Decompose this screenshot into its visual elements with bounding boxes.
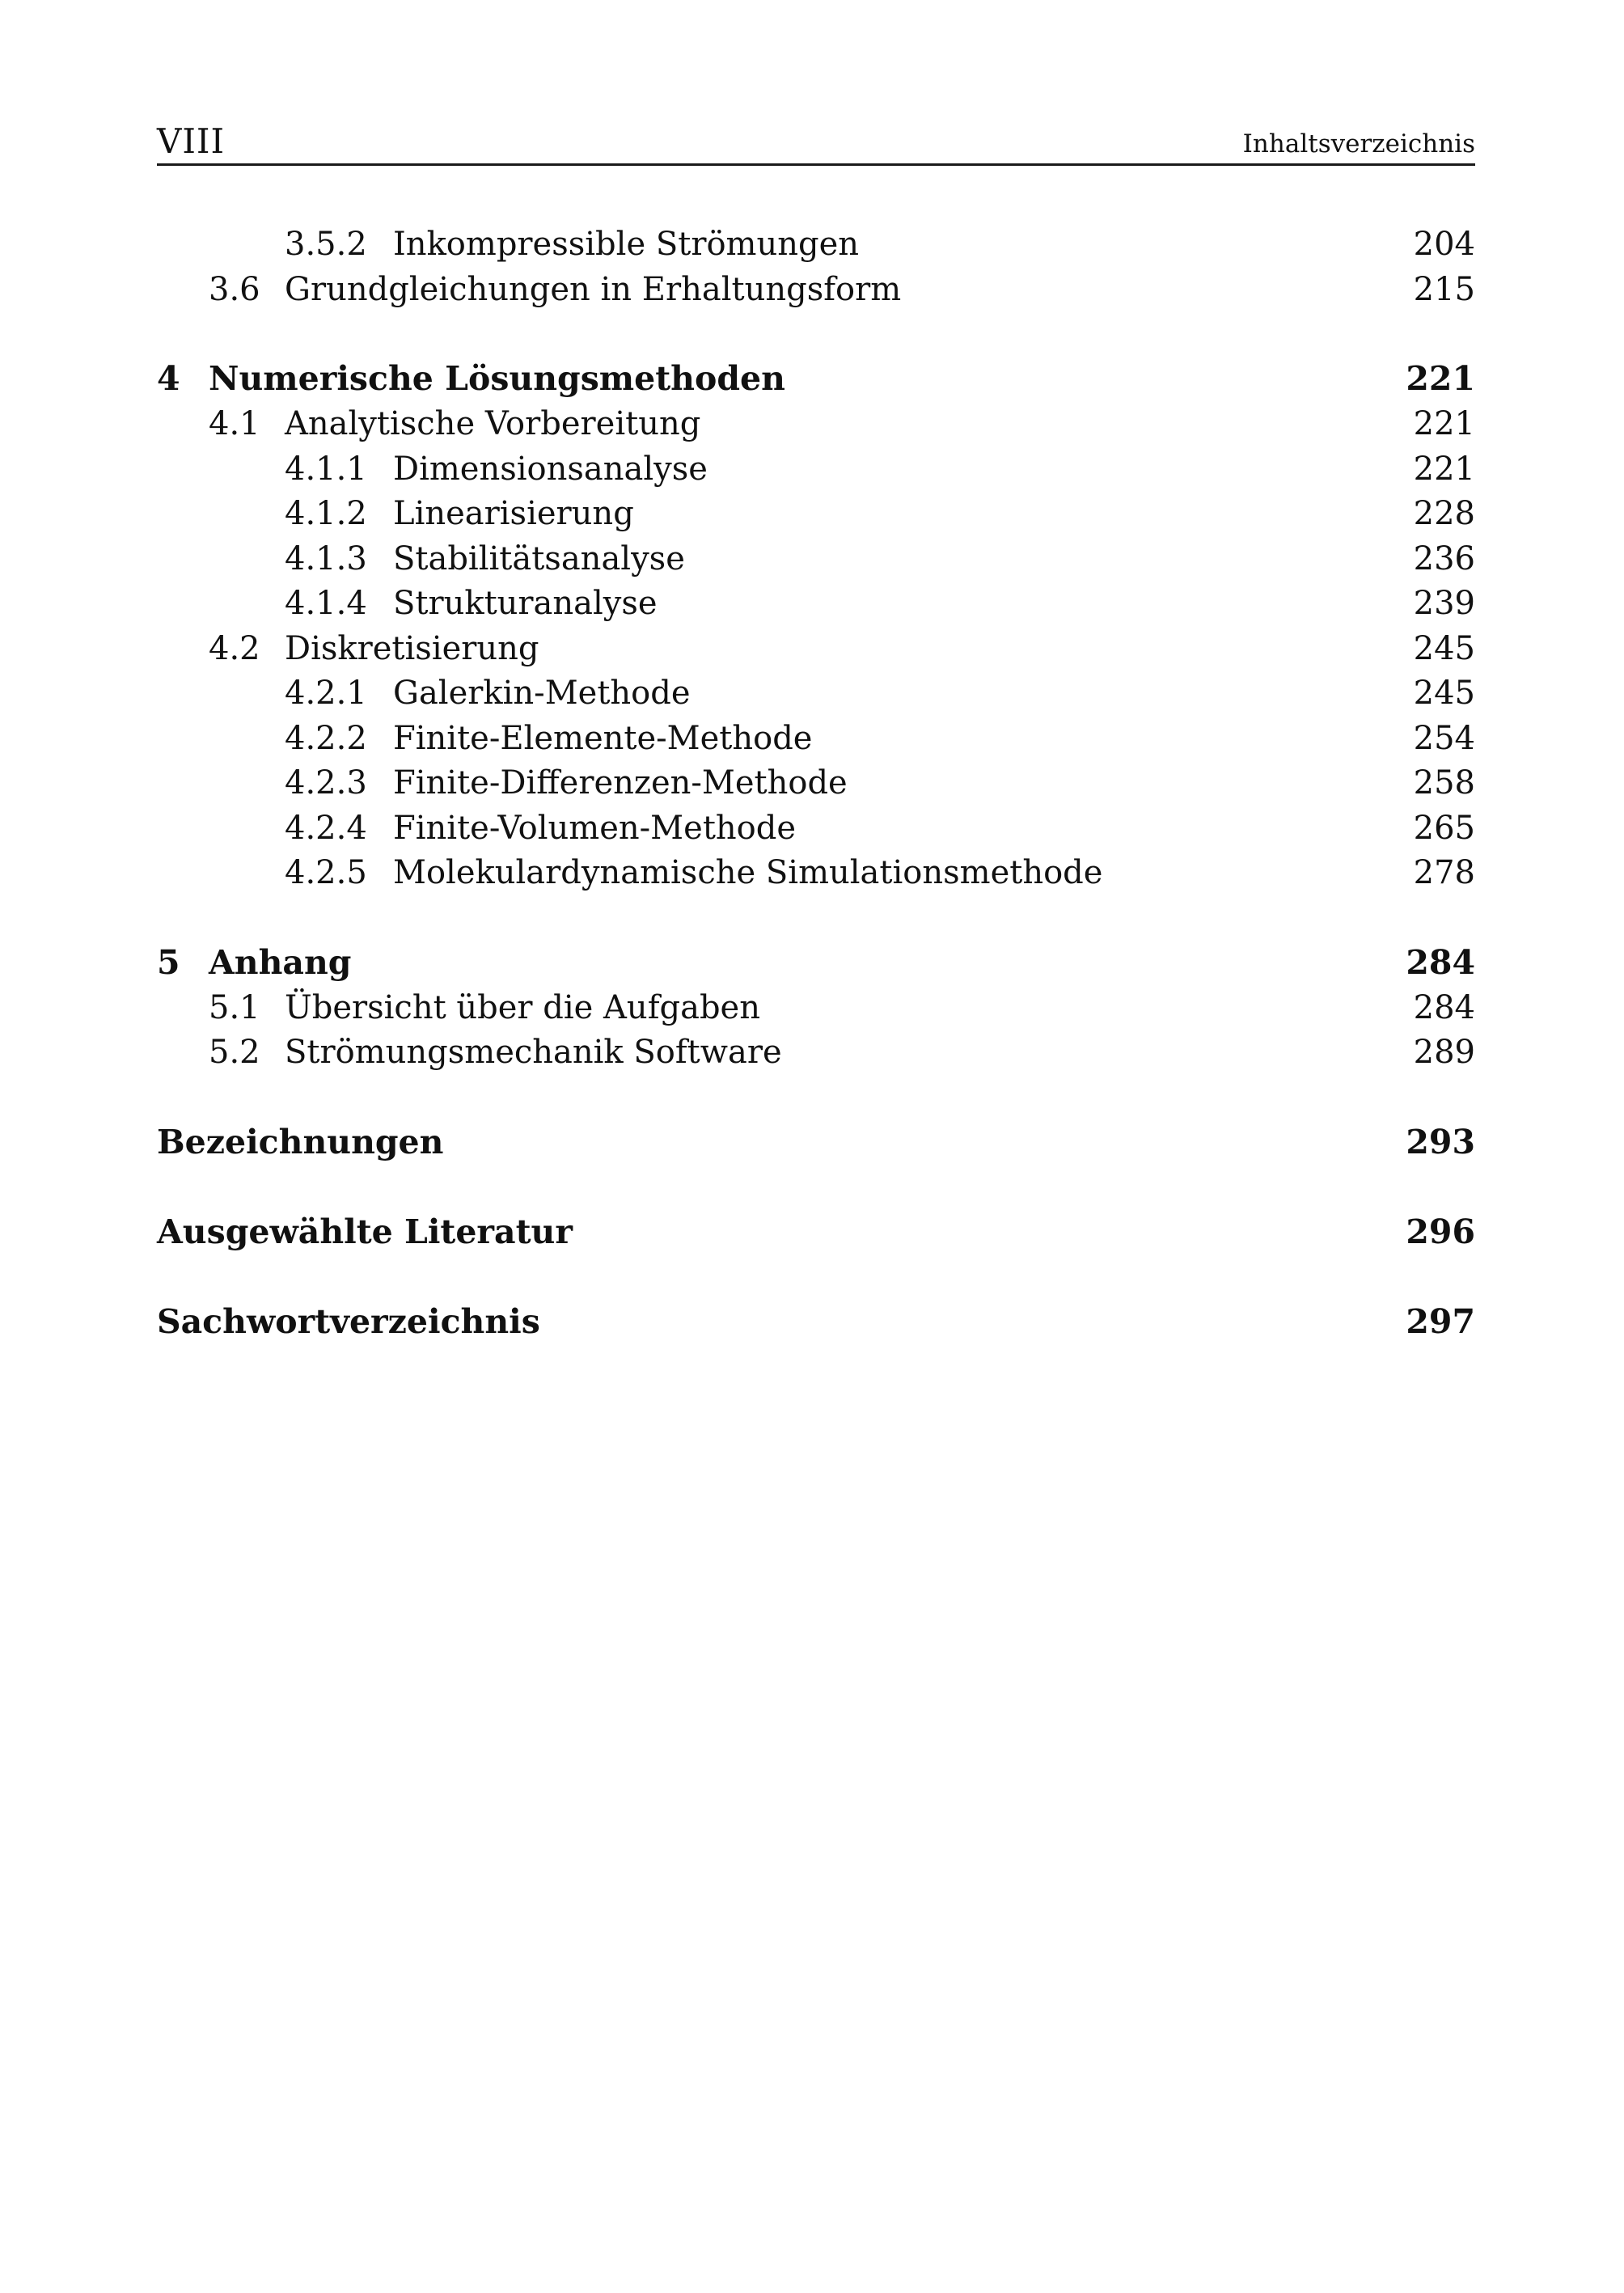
toc-entry[interactable] — [157, 581, 1475, 626]
toc-chapter[interactable] — [157, 1209, 1475, 1254]
toc-entry[interactable] — [157, 671, 1475, 716]
toc-entry-page: 245 — [1413, 675, 1475, 712]
toc-chapter[interactable] — [157, 356, 1475, 401]
toc-entry[interactable] — [157, 850, 1475, 895]
toc-entry-title: Stabilitätsanalyse — [393, 540, 685, 577]
toc-entry-title: Strukturanalyse — [393, 585, 658, 622]
toc-entry-page: 239 — [1413, 585, 1475, 622]
toc-entry[interactable] — [157, 760, 1475, 806]
toc-entry[interactable] — [157, 446, 1475, 492]
toc-entry-page: 284 — [1413, 989, 1475, 1026]
toc-entry-page: 204 — [1413, 226, 1475, 263]
toc-entry[interactable] — [157, 806, 1475, 851]
running-header — [157, 120, 1475, 166]
toc-chapter[interactable] — [157, 940, 1475, 985]
toc-entry-number: 4.2.5 — [285, 854, 367, 891]
toc-entry[interactable] — [157, 222, 1475, 267]
toc-entry-title: Diskretisierung — [285, 630, 539, 667]
toc-entry-number: 3.5.2 — [285, 226, 367, 263]
toc-entry-title: Sachwortverzeichnis — [157, 1302, 540, 1341]
toc-entry-title: Grundgleichungen in Erhaltungsform — [285, 271, 902, 308]
toc-entry-page: 297 — [1406, 1302, 1475, 1341]
toc-entry-page: 293 — [1406, 1123, 1475, 1161]
toc-entry-page: 278 — [1413, 854, 1475, 891]
toc-entry-page: 228 — [1413, 495, 1475, 532]
toc-entry[interactable] — [157, 536, 1475, 582]
toc-entry-page: 215 — [1413, 271, 1475, 308]
toc-entry-page: 258 — [1413, 764, 1475, 802]
toc-entry-page: 265 — [1413, 810, 1475, 847]
toc-entry-title: Strömungsmechanik Software — [285, 1034, 782, 1071]
toc-entry[interactable] — [157, 626, 1475, 671]
toc-entry-number: 4.2.2 — [285, 720, 367, 757]
toc-entry-title: Finite-Volumen-Methode — [393, 810, 797, 847]
toc-entry-page: 221 — [1413, 405, 1475, 442]
toc-entry-title: Numerische Lösungsmethoden — [209, 359, 785, 398]
toc-entry-page: 254 — [1413, 720, 1475, 757]
toc-entry[interactable] — [157, 491, 1475, 536]
toc-entry-page: 221 — [1413, 451, 1475, 488]
toc-entry-number: 4.1.4 — [285, 585, 367, 622]
toc-entry-title: Linearisierung — [393, 495, 634, 532]
toc-entry-title: Bezeichnungen — [157, 1123, 444, 1161]
toc-entry-number: 4.2 — [209, 630, 260, 667]
toc-entry-number: 4.2.3 — [285, 764, 367, 802]
toc-entry-page: 221 — [1406, 359, 1475, 398]
page-number: VIII — [157, 121, 226, 161]
toc-entry-page: 236 — [1413, 540, 1475, 577]
toc-entry-page: 245 — [1413, 630, 1475, 667]
toc-chapter[interactable] — [157, 1299, 1475, 1344]
toc-entry-title: Analytische Vorbereitung — [285, 405, 701, 442]
toc-chapter[interactable] — [157, 1119, 1475, 1165]
toc-entry[interactable] — [157, 985, 1475, 1030]
toc-entry-number: 4.1 — [209, 405, 260, 442]
toc-entry-title: Finite-Differenzen-Methode — [393, 764, 848, 802]
toc-entry-title: Ausgewählte Literatur — [157, 1212, 573, 1251]
toc-entry-number: 5.1 — [209, 989, 260, 1026]
toc-entry-title: Übersicht über die Aufgaben — [285, 989, 760, 1026]
toc-entry[interactable] — [157, 267, 1475, 312]
toc-entry-number: 5.2 — [209, 1034, 260, 1071]
toc-entry-number: 4 — [157, 359, 180, 398]
toc-entry-page: 289 — [1413, 1034, 1475, 1071]
toc-entry-page: 296 — [1406, 1212, 1475, 1251]
toc-entry-title: Molekulardynamische Simulationsmethode — [393, 854, 1103, 891]
toc-entry-title: Galerkin-Methode — [393, 675, 691, 712]
toc-entry[interactable] — [157, 1030, 1475, 1075]
toc-entry[interactable] — [157, 716, 1475, 761]
toc-entry-number: 4.1.1 — [285, 451, 367, 488]
toc-entry-number: 5 — [157, 943, 180, 982]
toc-entry-title: Dimensionsanalyse — [393, 451, 708, 488]
toc-entry-number: 4.1.2 — [285, 495, 367, 532]
toc-entry-number: 4.2.1 — [285, 675, 367, 712]
toc-entry-title: Inkompressible Strömungen — [393, 226, 860, 263]
toc-entry-number: 3.6 — [209, 271, 260, 308]
toc-entry-number: 4.1.3 — [285, 540, 367, 577]
toc-entry-title: Finite-Elemente-Methode — [393, 720, 813, 757]
running-title: Inhaltsverzeichnis — [1242, 129, 1475, 159]
toc-entry-page: 284 — [1406, 943, 1475, 982]
toc-entry[interactable] — [157, 401, 1475, 446]
toc-entry-number: 4.2.4 — [285, 810, 367, 847]
toc-entry-title: Anhang — [209, 943, 352, 982]
